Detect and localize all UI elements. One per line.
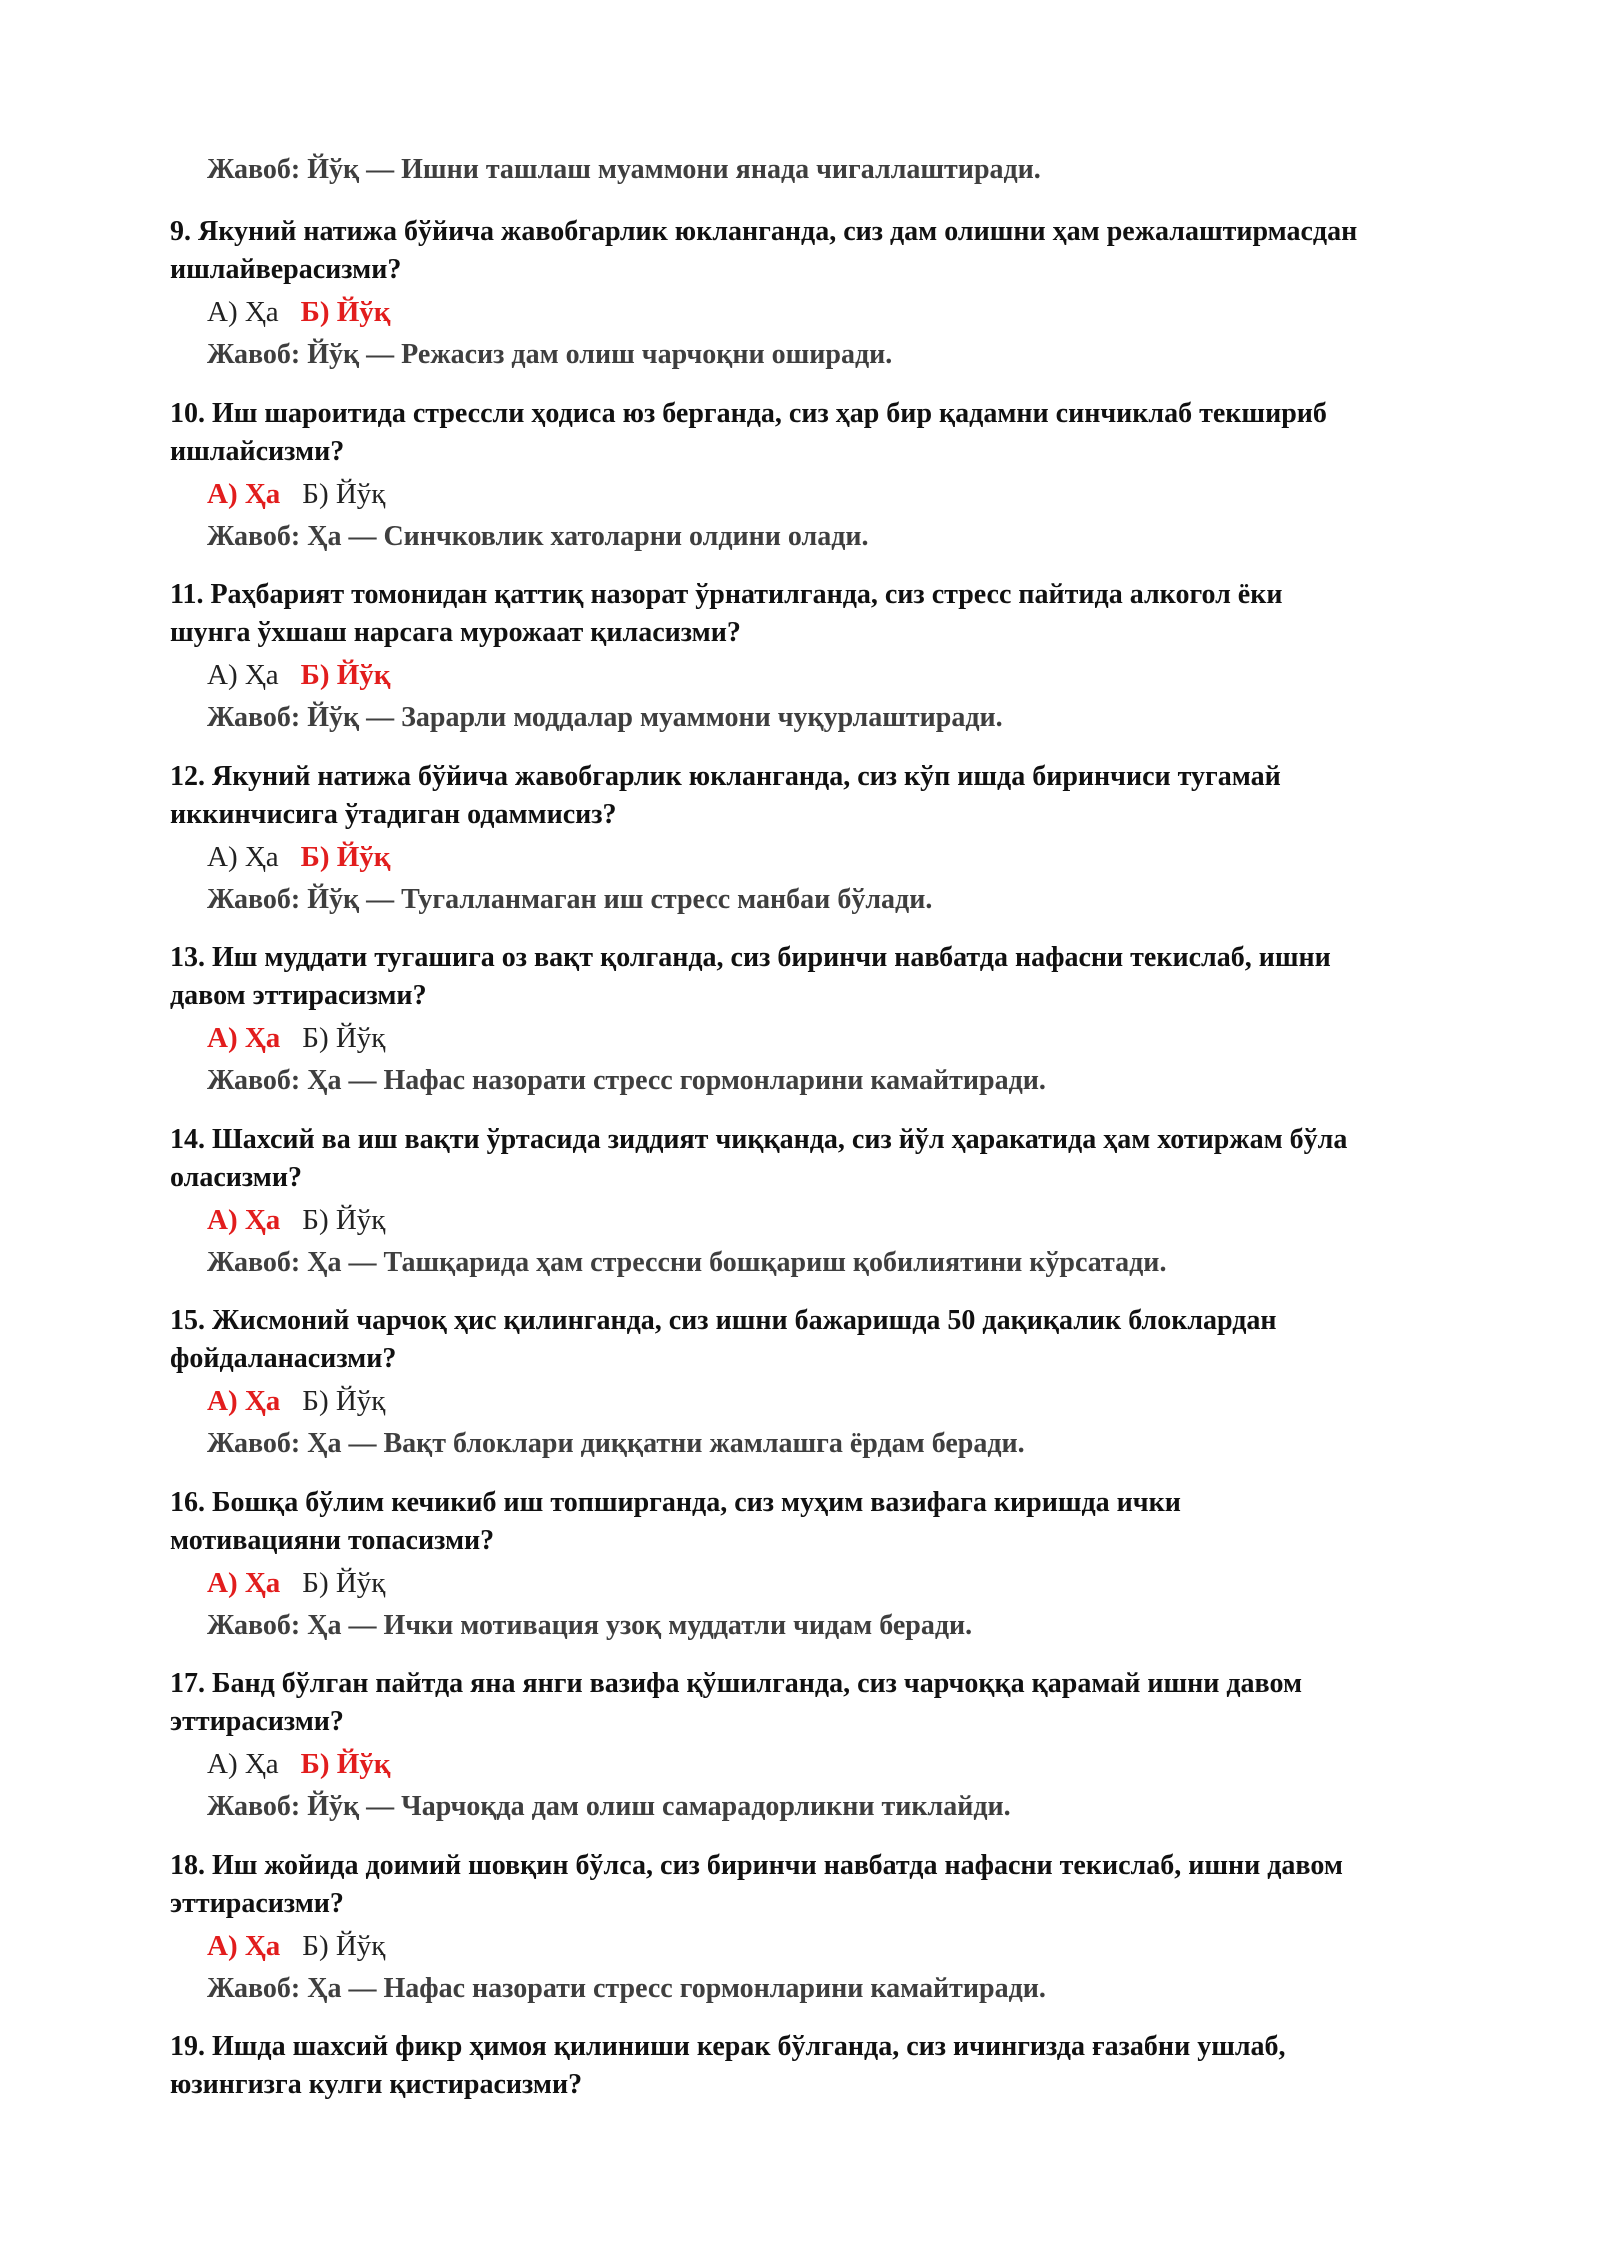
options-row [207, 1383, 407, 1419]
question-text-line: шунга ўхшаш нарсага мурожаат қиласизми? [170, 617, 741, 648]
question-text-line: 9. Якуний натижа бўйича жавобгарлик юкланганда, сиз дам олишни ҳам режалаштирмасдан [170, 216, 1358, 247]
option-a: А) Ҳа [207, 296, 279, 328]
question-text-line: 17. Банд бўлган пайтда яна янги вазифа қўшилганда, сиз чарчоққа қарамай ишни давом [170, 1668, 1303, 1699]
options-row [207, 294, 413, 330]
option-a: А) Ҳа [207, 1748, 279, 1780]
question-text-line: фойдаланасизми? [170, 1343, 397, 1374]
options-row [207, 1202, 407, 1238]
options-row [207, 1746, 413, 1782]
question-text-line: 12. Якуний натижа бўйича жавобгарлик юкланганда, сиз кўп ишда биринчиси тугамай [170, 761, 1281, 792]
option-a: А) Ҳа [207, 1567, 281, 1599]
options-row [207, 476, 407, 512]
answer-line: Жавоб: Йўқ — Зарарли моддалар муаммони чуқурлаштиради. [207, 702, 1003, 733]
question-text-line: мотивацияни топасизми? [170, 1525, 495, 1556]
options-row [207, 657, 413, 693]
question-text-line: 15. Жисмоний чарчоқ ҳис қилинганда, сиз ишни бажаришда 50 дақиқалик блоклардан [170, 1305, 1277, 1336]
question-text-line: 19. Ишда шахсий фикр ҳимоя қилиниши керак бўлганда, сиз ичингизда ғазабни ушлаб, [170, 2031, 1286, 2062]
answer-line: Жавоб: Ҳа — Ташқарида ҳам стрессни бошқариш қобилиятини кўрсатади. [207, 1247, 1167, 1278]
answer-line: Жавоб: Ҳа — Нафас назорати стресс гормонларини камайтиради. [207, 1973, 1046, 2004]
question-text-line: 11. Раҳбарият томонидан қаттиқ назорат ўрнатилганда, сиз стресс пайтида алкогол ёки [170, 579, 1283, 610]
question-text-line: иккинчисига ўтадиган одаммисиз? [170, 799, 617, 830]
answer-line: Жавоб: Ҳа — Вақт блоклари диққатни жамлашга ёрдам беради. [207, 1428, 1025, 1459]
option-b: Б) Йўқ [300, 841, 391, 873]
option-b: Б) Йўқ [302, 478, 386, 510]
answer-line: Жавоб: Йўқ — Ишни ташлаш муаммони янада чигаллаштиради. [207, 154, 1041, 185]
question-text-line: юзингизга кулги қистирасизми? [170, 2069, 583, 2100]
option-b: Б) Йўқ [302, 1567, 386, 1599]
question-text-line: 16. Бошқа бўлим кечикиб иш топширганда, сиз муҳим вазифага киришда ички [170, 1487, 1181, 1518]
question-text-line: оласизми? [170, 1162, 302, 1193]
question-text-line: эттирасизми? [170, 1706, 344, 1737]
option-a: А) Ҳа [207, 1930, 281, 1962]
option-b: Б) Йўқ [302, 1204, 386, 1236]
question-text-line: ишлайверасизми? [170, 254, 402, 285]
option-b: Б) Йўқ [302, 1930, 386, 1962]
option-b: Б) Йўқ [300, 1748, 391, 1780]
question-text-line: 14. Шахсий ва иш вақти ўртасида зиддият чиққанда, сиз йўл ҳаракатида ҳам хотиржам бўла [170, 1124, 1348, 1155]
option-b: Б) Йўқ [300, 659, 391, 691]
question-text-line: ишлайсизми? [170, 436, 345, 467]
option-a: А) Ҳа [207, 659, 279, 691]
answer-line: Жавоб: Ҳа — Ички мотивация узоқ муддатли чидам беради. [207, 1610, 973, 1641]
options-row [207, 1020, 407, 1056]
question-text-line: 18. Иш жойида доимий шовқин бўлса, сиз биринчи навбатда нафасни текислаб, ишни давом [170, 1850, 1343, 1881]
answer-line: Жавоб: Йўқ — Режасиз дам олиш чарчоқни оширади. [207, 339, 893, 370]
answer-line: Жавоб: Ҳа — Нафас назорати стресс гормонларини камайтиради. [207, 1065, 1046, 1096]
question-text-line: 10. Иш шароитида стрессли ҳодиса юз берганда, сиз ҳар бир қадамни синчиклаб текшириб [170, 398, 1327, 429]
option-a: А) Ҳа [207, 1022, 281, 1054]
question-text-line: эттирасизми? [170, 1888, 344, 1919]
option-a: А) Ҳа [207, 1204, 281, 1236]
question-text-line: 13. Иш муддати тугашига оз вақт қолганда, сиз биринчи навбатда нафасни текислаб, ишни [170, 942, 1331, 973]
options-row [207, 1565, 407, 1601]
option-b: Б) Йўқ [302, 1022, 386, 1054]
option-b: Б) Йўқ [302, 1385, 386, 1417]
option-b: Б) Йўқ [300, 296, 391, 328]
option-a: А) Ҳа [207, 841, 279, 873]
answer-line: Жавоб: Ҳа — Синчковлик хатоларни олдини олади. [207, 521, 869, 552]
question-text-line: давом эттирасизми? [170, 980, 427, 1011]
option-a: А) Ҳа [207, 1385, 281, 1417]
answer-line: Жавоб: Йўқ — Чарчоқда дам олиш самарадорликни тиклайди. [207, 1791, 1011, 1822]
answer-line: Жавоб: Йўқ — Тугалланмаган иш стресс манбаи бўлади. [207, 884, 933, 915]
options-row [207, 1928, 407, 1964]
options-row [207, 839, 413, 875]
option-a: А) Ҳа [207, 478, 281, 510]
